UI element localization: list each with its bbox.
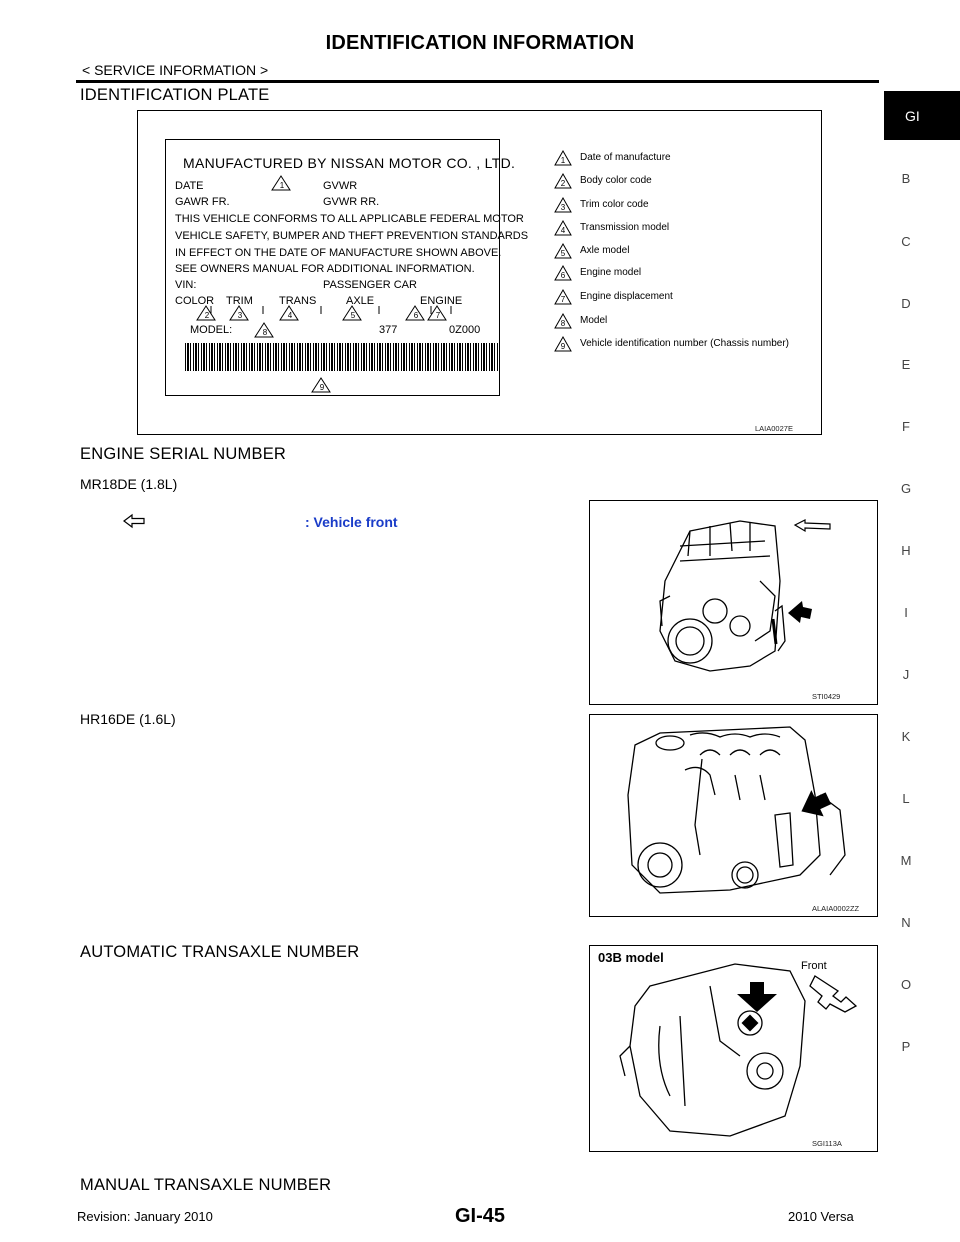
figure-code-hr16de: ALAIA0002ZZ [812,904,860,913]
identification-plate [165,139,529,396]
plate-trans-label: TRANS [279,295,317,307]
plate-model-label: MODEL: [190,324,233,336]
svg-text:6: 6 [413,311,419,320]
plate-model-number: 377 [379,324,398,336]
svg-text:4: 4 [287,311,293,320]
index-letter-j[interactable]: J [902,667,910,682]
index-letter-o[interactable]: O [900,977,912,992]
vehicle-front-arrow-icon [122,513,146,529]
plate-passenger-car: PASSENGER CAR [323,279,417,291]
section-automatic-transaxle-number: AUTOMATIC TRANSAXLE NUMBER [80,943,360,961]
svg-text:2: 2 [560,179,566,188]
plate-model-code: 0Z000 [449,324,481,336]
page-title: IDENTIFICATION INFORMATION [325,32,635,54]
vehicle-front-legend: : Vehicle front [305,514,398,530]
svg-text:7: 7 [560,295,566,304]
figure-code-auto: SGI113A [812,1139,842,1148]
section-manual-transaxle-number: MANUAL TRANSAXLE NUMBER [80,1176,332,1194]
page-number: GI-45 [454,1205,506,1227]
mr18de-engine-figure [589,500,878,705]
index-letter-d[interactable]: D [901,296,911,311]
plate-trim-label: TRIM [226,295,253,307]
svg-text:2: 2 [204,311,210,320]
svg-text:3: 3 [237,311,243,320]
plate-gvwr-label: GVWR [323,180,358,192]
svg-text:8: 8 [560,319,566,328]
index-letter-g[interactable]: G [900,481,912,496]
svg-text:9: 9 [319,383,325,392]
plate-conform-line-1: THIS VEHICLE CONFORMS TO ALL APPLICABLE FEDERAL MOTOR [175,213,524,225]
section-engine-serial-number: ENGINE SERIAL NUMBER [80,445,287,463]
subsection-mr18de: MR18DE (1.8L) [80,476,178,492]
index-letter-n[interactable]: N [901,915,911,930]
plate-axle-label: AXLE [346,295,375,307]
svg-text:7: 7 [435,311,441,320]
plate-gawr-label: GAWR FR. [175,196,230,208]
footer-revision: Revision: January 2010 [77,1209,213,1224]
index-letter-h[interactable]: H [901,543,911,558]
plate-barcode [185,343,500,371]
plate-gvwr-rr-label: GVWR RR. [323,196,380,208]
section-identification-plate: IDENTIFICATION PLATE [80,86,270,104]
plate-color-label: COLOR [175,295,215,307]
footer-model: 2010 Versa [788,1209,854,1224]
svg-text:6: 6 [560,271,566,280]
index-tab-gi[interactable]: GI [884,91,960,140]
svg-text:8: 8 [262,328,268,337]
plate-engine-label: ENGINE [420,295,463,307]
plate-vin-label: VIN: [175,279,197,291]
index-letter-m[interactable]: M [900,853,912,868]
plate-date-label: DATE [175,180,204,192]
plate-conform-line-4: SEE OWNERS MANUAL FOR ADDITIONAL INFORMATION. [175,263,475,275]
auto-transaxle-front-label: Front [801,960,827,972]
index-letter-e[interactable]: E [901,357,911,372]
page-subtitle: < SERVICE INFORMATION > [82,62,269,78]
figure-code-mr18de: STI0429 [812,692,841,701]
plate-conform-line-2: VEHICLE SAFETY, BUMPER AND THEFT PREVENTION STANDARDS [175,230,529,242]
svg-text:1: 1 [560,156,566,165]
svg-text:3: 3 [560,203,566,212]
plate-conform-line-3: IN EFFECT ON THE DATE OF MANUFACTURE SHOWN ABOVE. [175,247,502,259]
header-rule [76,80,879,83]
index-letter-p[interactable]: P [901,1039,911,1054]
svg-text:4: 4 [560,226,566,235]
automatic-transaxle-figure [589,945,878,1152]
svg-text:1: 1 [279,181,285,190]
hr16de-engine-figure [589,714,878,917]
index-letter-b[interactable]: B [901,171,911,186]
svg-text:9: 9 [560,342,566,351]
index-letter-l[interactable]: L [902,791,910,806]
index-letter-i[interactable]: I [904,605,908,620]
figure-code-plate: LAIA0027E [755,424,793,433]
plate-heading: MANUFACTURED BY NISSAN MOTOR CO. , LTD. [183,155,516,171]
auto-transaxle-model-label: 03B model [598,950,664,965]
subsection-hr16de: HR16DE (1.6L) [80,711,176,727]
index-letter-k[interactable]: K [901,729,911,744]
index-letter-c[interactable]: C [901,234,911,249]
index-letter-f[interactable]: F [902,419,910,434]
svg-text:5: 5 [350,311,356,320]
svg-text:5: 5 [560,249,566,258]
